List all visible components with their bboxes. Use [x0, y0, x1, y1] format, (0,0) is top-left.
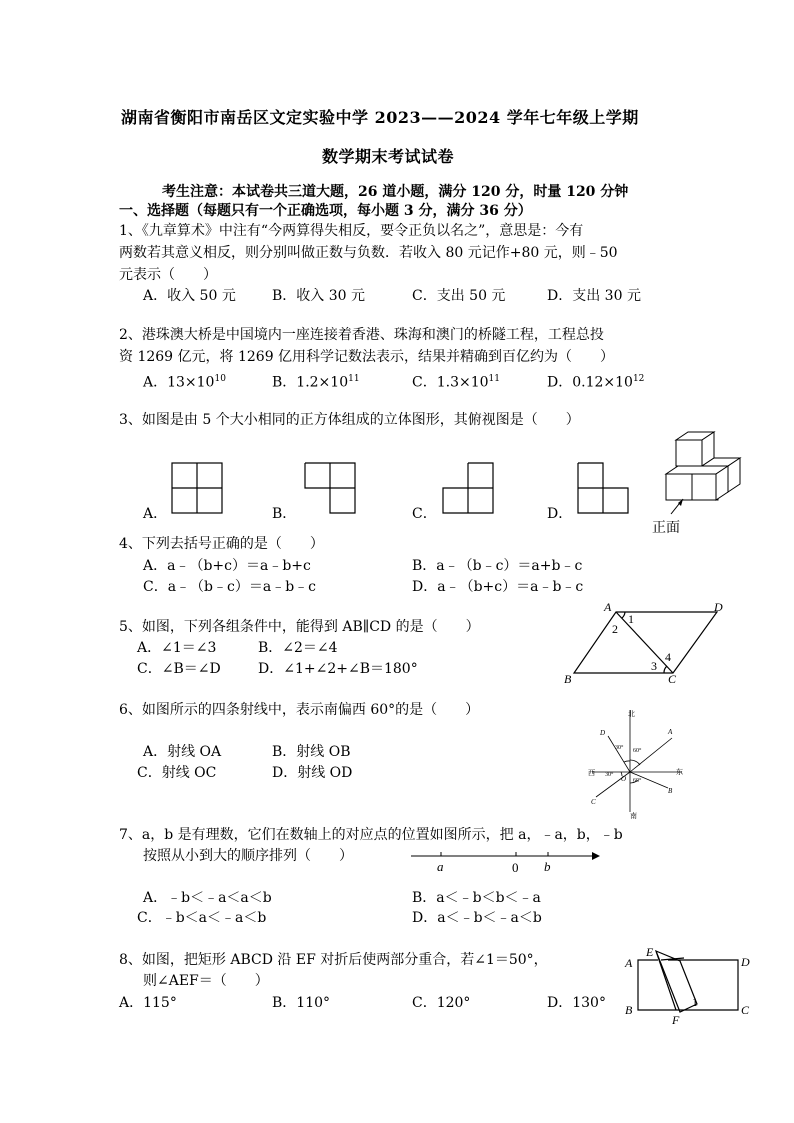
- q4-option-b: B．a﹣（b﹣c）＝a+b﹣c: [412, 558, 583, 574]
- q5-angle-4: 4: [665, 650, 671, 664]
- q3-option-c: C．: [412, 506, 437, 522]
- q4-option-d: D．a﹣（b+c）＝a﹣b﹣c: [412, 579, 584, 595]
- section-heading: 一、选择题（每题只有一个正确选项，每小题 3 分，满分 36 分）: [119, 203, 532, 219]
- q7-option-c: C．﹣b＜a＜﹣a＜b: [137, 910, 267, 926]
- q6-ray-c-label: C: [591, 798, 596, 806]
- q6-option-a: A．射线 OA: [143, 744, 222, 760]
- q5-angle-2: 2: [612, 622, 618, 636]
- q3-option-d: D．: [547, 506, 573, 522]
- q2-option-c-label: C．1.3×10: [412, 374, 489, 391]
- q7-point-a: a: [437, 859, 444, 874]
- q5-option-b: B．∠2＝∠4: [258, 640, 338, 656]
- q6-ray-a-label: A: [668, 728, 673, 736]
- q7-option-b: B．a＜﹣b＜b＜﹣a: [412, 890, 541, 906]
- title-line-2: 数学期末考试试卷: [322, 147, 455, 166]
- q5-label-a: A: [604, 600, 612, 614]
- q7-line-2: 按照从小到大的顺序排列（ ）: [143, 848, 353, 864]
- q6-angle-30-left: 30°: [605, 772, 614, 778]
- q8-angle-1: 1: [692, 995, 698, 1009]
- q2-option-a-label: A．13×10: [143, 374, 215, 391]
- q4-line-1: 4、下列去括号正确的是（ ）: [119, 536, 324, 552]
- q2-option-a-exp: 10: [214, 374, 226, 384]
- q7-option-a: A．﹣b＜﹣a＜a＜b: [143, 890, 272, 906]
- q6-north-label: 北: [628, 710, 635, 718]
- q7-point-b: b: [544, 859, 551, 874]
- q2-option-c-exp: 11: [488, 374, 500, 384]
- q6-option-b: B．射线 OB: [272, 744, 351, 760]
- q1-option-d: D．支出 30 元: [547, 288, 641, 304]
- q4-option-a: A．a﹣（b+c）＝a﹣b+c: [143, 558, 311, 574]
- q2-option-b-label: B．1.2×10: [272, 374, 349, 391]
- q2-line-1: 2、港珠澳大桥是中国境内一座连接着香港、珠海和澳门的桥隧工程，工程总投: [119, 327, 604, 343]
- q5-angle-1: 1: [628, 612, 634, 626]
- q5-angle-3: 3: [651, 659, 657, 673]
- q1-option-b: B．收入 30 元: [272, 288, 366, 304]
- q3-front-label: 正面: [652, 520, 680, 536]
- q2-option-b-exp: 11: [348, 374, 360, 384]
- q4-option-c: C．a﹣（b﹣c）＝a﹣b﹣c: [143, 579, 317, 595]
- q7-point-zero: 0: [512, 860, 519, 875]
- q8-label-d: D: [741, 955, 750, 969]
- q6-south-label: 南: [630, 812, 637, 820]
- q8-option-c: C．120°: [412, 995, 471, 1011]
- q1-line-2: 两数若其意义相反，则分别叫做正数与负数．若收入 80 元记作+80 元，则﹣50: [119, 245, 618, 261]
- q5-option-a: A．∠1＝∠3: [137, 640, 217, 656]
- q5-option-c: C．∠B＝∠D: [137, 661, 221, 677]
- q6-east-label: 东: [676, 768, 683, 776]
- q8-label-a: A: [625, 956, 633, 970]
- q8-option-a: A．115°: [119, 995, 177, 1011]
- q8-option-b: B．110°: [272, 995, 331, 1011]
- q2-line-2: 资 1269 亿元，将 1269 亿用科学记数法表示，结果并精确到百亿约为（ ）: [119, 349, 615, 365]
- q1-option-c: C．支出 50 元: [412, 288, 506, 304]
- q2-option-d-exp: 12: [632, 374, 645, 384]
- q8-line-1: 8、如图，把矩形 ABCD 沿 EF 对折后使两部分重合，若∠1＝50°，: [119, 952, 548, 968]
- q5-label-c: C: [668, 672, 677, 686]
- q6-origin-label: O: [621, 775, 627, 783]
- q5-label-d: D: [714, 600, 723, 614]
- q5-label-b: B: [564, 672, 572, 686]
- q5-line-1: 5、如图，下列各组条件中，能得到 AB∥CD 的是（ ）: [119, 619, 480, 635]
- q6-angle-60-bottom: 60°: [633, 778, 642, 784]
- q2-option-d-label: D．0.12×10: [547, 374, 633, 391]
- q7-line-1: 7、a，b 是有理数，它们在数轴上的对应点的位置如图所示，把 a，﹣a，b，﹣b: [119, 827, 623, 843]
- q1-line-1: 1、《九章算术》中注有“今两算得失相反，要令正负以名之”，意思是：今有: [119, 223, 584, 239]
- q6-west-label: 西: [588, 769, 595, 777]
- q8-option-d: D．130°: [547, 995, 606, 1011]
- q6-angle-60-top: 60°: [633, 748, 642, 754]
- q8-label-e: E: [646, 945, 654, 959]
- q6-line-1: 6、如图所示的四条射线中，表示南偏西 60°的是（ ）: [119, 702, 480, 718]
- q5-option-d: D．∠1+∠2+∠B＝180°: [258, 661, 418, 677]
- title-line-1: 湖南省衡阳市南岳区文定实验中学 2023——2024 学年七年级上学期: [121, 108, 639, 127]
- q8-label-f: F: [672, 1013, 680, 1027]
- q1-option-a: A．收入 50 元: [143, 288, 236, 304]
- q3-line-1: 3、如图是由 5 个大小相同的正方体组成的立体图形，其俯视图是（ ）: [119, 412, 580, 428]
- q7-option-d: D．a＜﹣b＜﹣a＜b: [412, 910, 542, 926]
- q6-option-d: D．射线 OD: [272, 765, 353, 781]
- q6-ray-b-label: B: [668, 787, 673, 795]
- q3-option-b: B．: [272, 506, 297, 522]
- q6-ray-d-label: D: [600, 729, 606, 737]
- q8-label-c: C: [741, 1003, 750, 1017]
- q1-line-3: 元表示（ ）: [119, 267, 217, 283]
- q6-option-c: C．射线 OC: [137, 765, 217, 781]
- q8-line-2: 则∠AEF＝（ ）: [143, 973, 269, 989]
- q6-angle-30-top: 30°: [615, 745, 624, 751]
- q8-label-b: B: [625, 1003, 633, 1017]
- exam-notice: 考生注意：本试卷共三道大题，26 道小题，满分 120 分，时量 120 分钟: [162, 184, 629, 200]
- q3-option-a: A．: [143, 506, 168, 522]
